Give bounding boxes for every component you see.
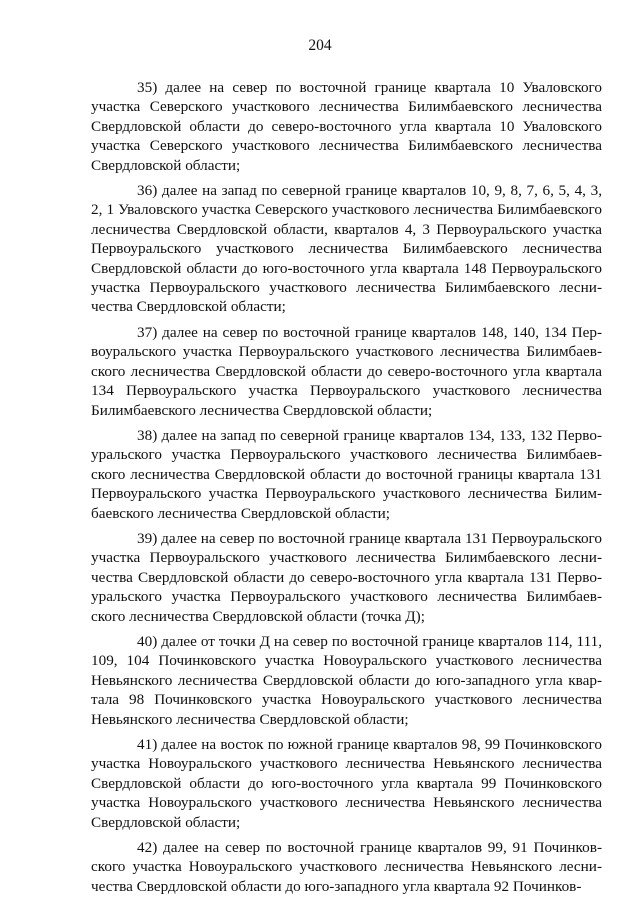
paragraph-39: 39) далее на север по восточной границе квартала 131 Первоуральского участка Первоуральского участкового лесничества Билимбаевского лесничества Свердловской области до северо-восточного угла квартала 131 Первоуральского участка Первоуральского участкового лесничества Билимбаевского лесничества Свердловской области (точка Д); <box>91 529 602 625</box>
paragraph-42: 42) далее на север по восточной границе кварталов 99, 91 Починковского участка Новоуральского участкового лесничества Невьянского лесничества Свердловской области до юго-западного угла квартала 92 Починков- <box>91 839 602 895</box>
paragraph-38: 38) далее на запад по северной границе кварталов 134, 133, 132 Первоуральского участка Первоуральского участкового лесничества Билимбаевского лесничества Свердловской области до восточной границы квартала 131 Первоуральского участка Первоуральского участкового лесничества Билимбаевского лесничества Свердловской области; <box>91 426 602 522</box>
paragraph-35: 35) далее на север по восточной границе квартала 10 Уваловского участка Северского участкового лесничества Билимбаевского лесничества Свердловской области до северо-восточного угла квартала 10 Уваловского участка Северского участкового лесничества Билимбаевского лесничества Свердловской области; <box>91 79 602 174</box>
paragraph-37: 37) далее на север по восточной границе кварталов 148, 140, 134 Первоуральского участка Первоуральского участкового лесничества Билимбаевского лесничества Свердловской области до северо-восточного угла квартала 134 Первоуральского участка Первоуральского участкового лесничества Билимбаевского лесничества Свердловской области; <box>91 323 602 419</box>
page-number: 204 <box>308 37 332 54</box>
document-body <box>91 78 602 902</box>
paragraph-40: 40) далее от точки Д на север по восточной границе кварталов 114, 111, 109, 104 Починковского участка Новоуральского участкового лесничества Невьянского лесничества Свердловской области до юго-западного угла квартала 98 Починковского участка Новоуральского участкового лесничества Невьянского лесничества Свердловской области; <box>91 632 602 728</box>
paragraph-36: 36) далее на запад по северной границе кварталов 10, 9, 8, 7, 6, 5, 4, 3, 2, 1 Уваловского участка Северского участкового лесничества Билимбаевского лесничества Свердловской области, кварталов 4, 3 Первоуральского участка Первоуральского участкового лесничества Билимбаевского лесничества Свердловской области до юго-восточного угла квартала 148 Первоуральского участка Первоуральского участкового лесничества Билимбаевского лесничества Свердловской области; <box>91 182 602 316</box>
paragraph-41: 41) далее на восток по южной границе кварталов 98, 99 Починковского участка Новоуральского участкового лесничества Невьянского лесничества Свердловской области до юго-восточного угла квартала 99 Починковского участка Новоуральского участкового лесничества Невьянского лесничества Свердловской области; <box>91 736 602 831</box>
